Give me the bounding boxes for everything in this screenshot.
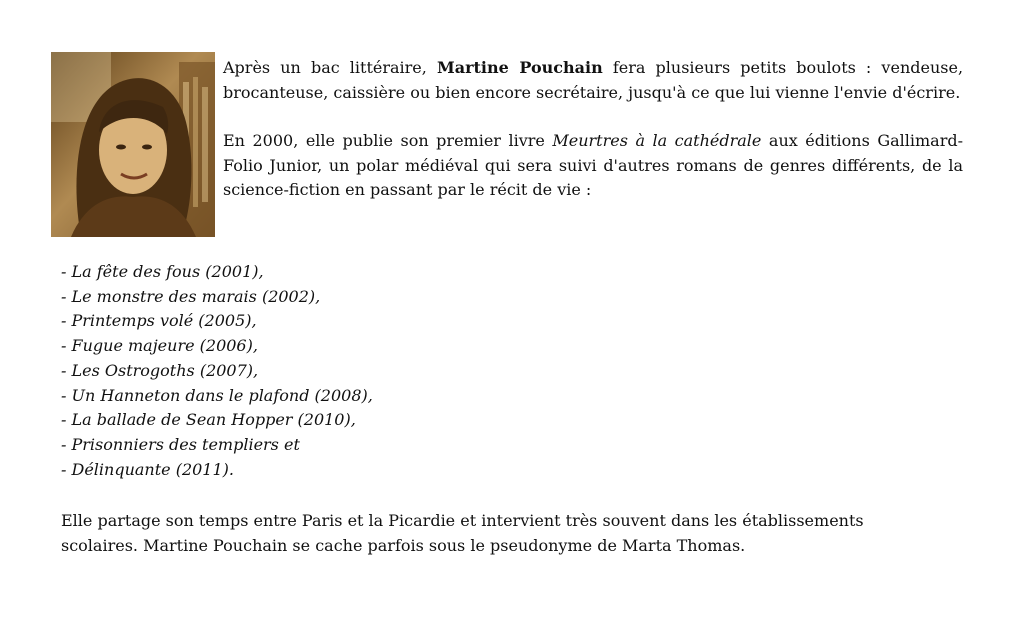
intro-p2-end: aux éditions Gallimard-Folio Junior, un polar médiéval qui sera suivi d'autres romans de genres différents, de la science-fiction en passant par le récit de vie : bbox=[223, 131, 964, 199]
author-portrait-icon bbox=[51, 52, 215, 237]
book-list bbox=[61, 260, 373, 482]
book-item: - Printemps volé (2005), bbox=[61, 311, 257, 331]
book-item: - Délinquante (2011). bbox=[61, 459, 234, 479]
intro-p2-start: En 2000, elle publie son premier livre bbox=[223, 131, 553, 150]
book-item: - La fête des fous (2001), bbox=[61, 262, 264, 281]
book-item: - Fugue majeure (2006), bbox=[61, 336, 258, 356]
book-item: - Le monstre des marais (2002), bbox=[61, 286, 321, 306]
book-item: - Un Hanneton dans le plafond (2008), bbox=[61, 385, 373, 405]
intro-paragraph-2 bbox=[223, 129, 963, 203]
book-item: - Les Ostrogoths (2007), bbox=[61, 360, 259, 380]
intro-p1-end: fera plusieurs petits boulots : vendeuse, brocanteuse, caissière ou bien encore secrétaire, jusqu'à ce que lui vienne l'envie d'écrire. bbox=[223, 58, 964, 102]
author-name: Martine Pouchain bbox=[436, 58, 603, 77]
intro-text bbox=[223, 56, 963, 203]
outro-paragraph: Elle partage son temps entre Paris et la Picardie et intervient très souvent dans les établissements scolaires. Martine Pouchain se cache parfois sous le pseudonyme de Marta Thomas. bbox=[61, 511, 864, 555]
intro-p1-start: Après un bac littéraire, bbox=[223, 58, 437, 77]
intro-paragraph-1 bbox=[223, 56, 963, 105]
first-book-title: Meurtres à la cathédrale bbox=[552, 131, 762, 150]
author-photo bbox=[51, 52, 215, 237]
book-item: - Prisonniers des templiers et bbox=[61, 434, 300, 454]
book-item: - La ballade de Sean Hopper (2010), bbox=[61, 410, 356, 430]
